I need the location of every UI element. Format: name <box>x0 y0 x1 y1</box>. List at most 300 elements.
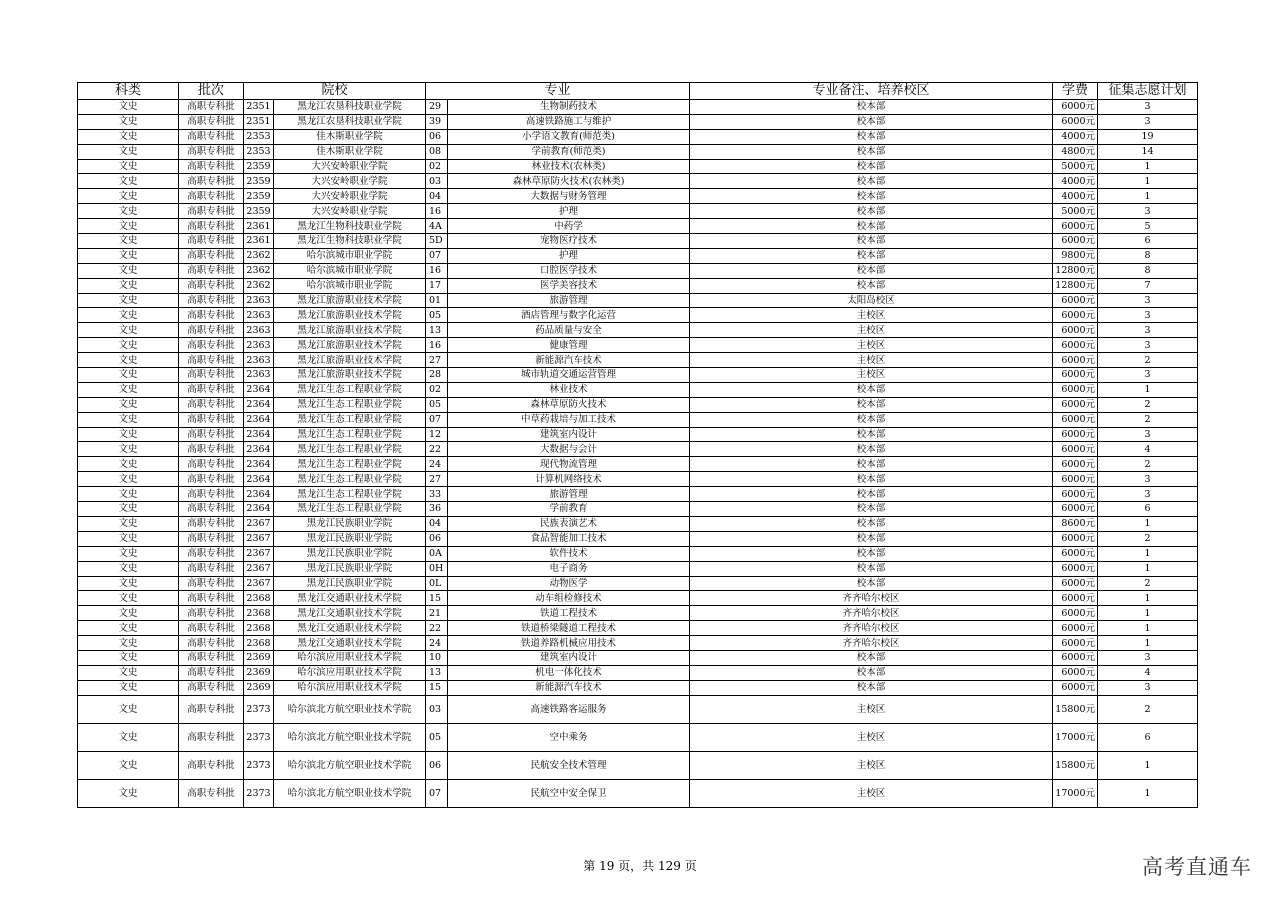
cell-major-code: 13 <box>426 323 448 338</box>
cell-major-name: 护理 <box>448 248 690 263</box>
cell-school-code: 2364 <box>244 457 274 472</box>
table-row <box>78 368 1198 383</box>
cell-tuition: 5000元 <box>1053 159 1098 174</box>
cell-campus: 校本部 <box>690 546 1053 561</box>
cell-tuition: 5000元 <box>1053 204 1098 219</box>
cell-plan: 2 <box>1098 457 1198 472</box>
cell-major-code: 10 <box>426 650 448 665</box>
cell-batch: 高职专科批 <box>179 665 244 680</box>
cell-campus: 校本部 <box>690 234 1053 249</box>
cell-school-name: 哈尔滨应用职业技术学院 <box>274 650 426 665</box>
cell-category: 文史 <box>78 397 179 412</box>
cell-tuition: 4800元 <box>1053 144 1098 159</box>
table-row <box>78 263 1198 278</box>
cell-major-name: 民航空中安全保卫 <box>448 779 690 807</box>
cell-batch: 高职专科批 <box>179 606 244 621</box>
cell-category: 文史 <box>78 695 179 723</box>
cell-category: 文史 <box>78 487 179 502</box>
cell-major-code: 06 <box>426 531 448 546</box>
cell-batch: 高职专科批 <box>179 174 244 189</box>
cell-campus: 校本部 <box>690 159 1053 174</box>
cell-campus: 主校区 <box>690 751 1053 779</box>
cell-school-name: 黑龙江交通职业技术学院 <box>274 591 426 606</box>
cell-category: 文史 <box>78 516 179 531</box>
cell-batch: 高职专科批 <box>179 723 244 751</box>
cell-school-name: 大兴安岭职业学院 <box>274 174 426 189</box>
cell-campus: 主校区 <box>690 368 1053 383</box>
cell-major-name: 计算机网络技术 <box>448 472 690 487</box>
cell-tuition: 9800元 <box>1053 248 1098 263</box>
cell-plan: 8 <box>1098 248 1198 263</box>
cell-campus: 校本部 <box>690 442 1053 457</box>
cell-plan: 4 <box>1098 665 1198 680</box>
table-row <box>78 779 1198 807</box>
cell-school-code: 2364 <box>244 412 274 427</box>
cell-plan: 3 <box>1098 472 1198 487</box>
cell-category: 文史 <box>78 308 179 323</box>
cell-school-code: 2353 <box>244 129 274 144</box>
cell-school-code: 2359 <box>244 159 274 174</box>
cell-school-code: 2373 <box>244 779 274 807</box>
cell-batch: 高职专科批 <box>179 397 244 412</box>
cell-batch: 高职专科批 <box>179 457 244 472</box>
cell-major-code: 15 <box>426 591 448 606</box>
cell-school-name: 黑龙江生态工程职业学院 <box>274 382 426 397</box>
cell-batch: 高职专科批 <box>179 650 244 665</box>
cell-category: 文史 <box>78 606 179 621</box>
cell-school-code: 2351 <box>244 114 274 129</box>
cell-batch: 高职专科批 <box>179 502 244 517</box>
cell-category: 文史 <box>78 546 179 561</box>
cell-batch: 高职专科批 <box>179 248 244 263</box>
cell-tuition: 6000元 <box>1053 546 1098 561</box>
cell-plan: 3 <box>1098 323 1198 338</box>
cell-campus: 校本部 <box>690 189 1053 204</box>
cell-major-name: 新能源汽车技术 <box>448 353 690 368</box>
cell-school-name: 黑龙江生态工程职业学院 <box>274 457 426 472</box>
cell-batch: 高职专科批 <box>179 427 244 442</box>
cell-category: 文史 <box>78 278 179 293</box>
cell-major-code: 17 <box>426 278 448 293</box>
cell-batch: 高职专科批 <box>179 636 244 651</box>
cell-plan: 1 <box>1098 561 1198 576</box>
cell-category: 文史 <box>78 174 179 189</box>
cell-campus: 齐齐哈尔校区 <box>690 636 1053 651</box>
cell-major-code: 08 <box>426 144 448 159</box>
cell-category: 文史 <box>78 382 179 397</box>
cell-plan: 3 <box>1098 487 1198 502</box>
cell-school-code: 2368 <box>244 606 274 621</box>
cell-plan: 6 <box>1098 502 1198 517</box>
cell-batch: 高职专科批 <box>179 621 244 636</box>
cell-major-code: 22 <box>426 621 448 636</box>
cell-plan: 2 <box>1098 397 1198 412</box>
cell-school-name: 黑龙江交通职业技术学院 <box>274 621 426 636</box>
cell-major-code: 0H <box>426 561 448 576</box>
table-row <box>78 114 1198 129</box>
cell-major-name: 学前教育 <box>448 502 690 517</box>
cell-major-name: 建筑室内设计 <box>448 427 690 442</box>
cell-category: 文史 <box>78 621 179 636</box>
cell-plan: 1 <box>1098 174 1198 189</box>
cell-school-code: 2364 <box>244 427 274 442</box>
cell-school-code: 2364 <box>244 487 274 502</box>
cell-category: 文史 <box>78 159 179 174</box>
cell-major-code: 22 <box>426 442 448 457</box>
cell-campus: 校本部 <box>690 472 1053 487</box>
cell-major-name: 健康管理 <box>448 338 690 353</box>
cell-school-code: 2368 <box>244 591 274 606</box>
table-row <box>78 278 1198 293</box>
cell-batch: 高职专科批 <box>179 114 244 129</box>
cell-plan: 3 <box>1098 204 1198 219</box>
cell-major-name: 酒店管理与数字化运营 <box>448 308 690 323</box>
cell-batch: 高职专科批 <box>179 751 244 779</box>
table-row <box>78 502 1198 517</box>
cell-major-code: 28 <box>426 368 448 383</box>
cell-major-code: 07 <box>426 248 448 263</box>
cell-plan: 7 <box>1098 278 1198 293</box>
cell-tuition: 8600元 <box>1053 516 1098 531</box>
cell-major-code: 4A <box>426 219 448 234</box>
cell-major-code: 05 <box>426 308 448 323</box>
cell-plan: 1 <box>1098 382 1198 397</box>
cell-campus: 校本部 <box>690 382 1053 397</box>
cell-batch: 高职专科批 <box>179 308 244 323</box>
cell-school-name: 黑龙江农垦科技职业学院 <box>274 100 426 115</box>
cell-campus: 校本部 <box>690 100 1053 115</box>
cell-category: 文史 <box>78 114 179 129</box>
cell-batch: 高职专科批 <box>179 695 244 723</box>
cell-plan: 1 <box>1098 751 1198 779</box>
cell-major-code: 29 <box>426 100 448 115</box>
cell-plan: 3 <box>1098 680 1198 695</box>
cell-plan: 3 <box>1098 338 1198 353</box>
cell-major-name: 林业技术 <box>448 382 690 397</box>
cell-batch: 高职专科批 <box>179 561 244 576</box>
header-batch: 批次 <box>179 83 244 100</box>
cell-major-code: 06 <box>426 129 448 144</box>
cell-tuition: 6000元 <box>1053 323 1098 338</box>
cell-campus: 主校区 <box>690 723 1053 751</box>
cell-plan: 2 <box>1098 353 1198 368</box>
table-row <box>78 427 1198 442</box>
cell-batch: 高职专科批 <box>179 591 244 606</box>
table-row <box>78 650 1198 665</box>
cell-campus: 校本部 <box>690 531 1053 546</box>
cell-category: 文史 <box>78 263 179 278</box>
cell-major-name: 铁道工程技术 <box>448 606 690 621</box>
cell-category: 文史 <box>78 442 179 457</box>
cell-major-name: 民航安全技术管理 <box>448 751 690 779</box>
cell-major-name: 软件技术 <box>448 546 690 561</box>
cell-school-name: 哈尔滨城市职业学院 <box>274 263 426 278</box>
watermark: 高考直通车 <box>1142 855 1252 879</box>
cell-batch: 高职专科批 <box>179 531 244 546</box>
cell-school-code: 2364 <box>244 382 274 397</box>
cell-batch: 高职专科批 <box>179 472 244 487</box>
cell-tuition: 6000元 <box>1053 606 1098 621</box>
cell-tuition: 6000元 <box>1053 338 1098 353</box>
cell-major-code: 5D <box>426 234 448 249</box>
table-row <box>78 308 1198 323</box>
cell-plan: 1 <box>1098 606 1198 621</box>
table-row <box>78 606 1198 621</box>
cell-category: 文史 <box>78 234 179 249</box>
cell-category: 文史 <box>78 248 179 263</box>
cell-major-code: 02 <box>426 159 448 174</box>
cell-batch: 高职专科批 <box>179 338 244 353</box>
cell-tuition: 6000元 <box>1053 636 1098 651</box>
cell-school-name: 黑龙江民族职业学院 <box>274 516 426 531</box>
cell-batch: 高职专科批 <box>179 442 244 457</box>
cell-tuition: 6000元 <box>1053 680 1098 695</box>
cell-campus: 主校区 <box>690 308 1053 323</box>
cell-school-name: 佳木斯职业学院 <box>274 129 426 144</box>
cell-major-name: 小学语文教育(师范类) <box>448 129 690 144</box>
cell-school-name: 黑龙江生态工程职业学院 <box>274 472 426 487</box>
cell-school-code: 2373 <box>244 723 274 751</box>
cell-major-name: 空中乘务 <box>448 723 690 751</box>
cell-plan: 4 <box>1098 442 1198 457</box>
cell-category: 文史 <box>78 129 179 144</box>
cell-batch: 高职专科批 <box>179 779 244 807</box>
cell-category: 文史 <box>78 189 179 204</box>
cell-batch: 高职专科批 <box>179 129 244 144</box>
cell-plan: 1 <box>1098 189 1198 204</box>
cell-school-name: 哈尔滨应用职业技术学院 <box>274 665 426 680</box>
cell-category: 文史 <box>78 412 179 427</box>
cell-batch: 高职专科批 <box>179 323 244 338</box>
table-row <box>78 159 1198 174</box>
cell-major-code: 39 <box>426 114 448 129</box>
cell-batch: 高职专科批 <box>179 412 244 427</box>
cell-school-code: 2367 <box>244 516 274 531</box>
cell-plan: 3 <box>1098 650 1198 665</box>
cell-plan: 2 <box>1098 531 1198 546</box>
cell-school-code: 2361 <box>244 234 274 249</box>
cell-campus: 校本部 <box>690 278 1053 293</box>
cell-major-name: 高速铁路施工与维护 <box>448 114 690 129</box>
table-row <box>78 472 1198 487</box>
cell-school-code: 2368 <box>244 621 274 636</box>
cell-plan: 3 <box>1098 368 1198 383</box>
cell-tuition: 15800元 <box>1053 695 1098 723</box>
table-row <box>78 665 1198 680</box>
cell-major-code: 04 <box>426 516 448 531</box>
cell-major-code: 07 <box>426 412 448 427</box>
cell-school-code: 2363 <box>244 353 274 368</box>
cell-tuition: 6000元 <box>1053 621 1098 636</box>
cell-campus: 齐齐哈尔校区 <box>690 591 1053 606</box>
cell-plan: 3 <box>1098 114 1198 129</box>
cell-plan: 6 <box>1098 723 1198 751</box>
cell-major-code: 27 <box>426 472 448 487</box>
cell-school-code: 2363 <box>244 293 274 308</box>
cell-major-name: 森林草原防火技术(农林类) <box>448 174 690 189</box>
cell-batch: 高职专科批 <box>179 680 244 695</box>
table-row <box>78 189 1198 204</box>
cell-category: 文史 <box>78 650 179 665</box>
cell-category: 文史 <box>78 576 179 591</box>
table-row <box>78 382 1198 397</box>
table-row <box>78 353 1198 368</box>
cell-major-name: 旅游管理 <box>448 293 690 308</box>
cell-campus: 校本部 <box>690 412 1053 427</box>
cell-batch: 高职专科批 <box>179 204 244 219</box>
cell-plan: 3 <box>1098 308 1198 323</box>
cell-school-code: 2351 <box>244 100 274 115</box>
table-row <box>78 442 1198 457</box>
cell-school-code: 2363 <box>244 368 274 383</box>
header-major: 专业 <box>426 83 690 100</box>
table-row <box>78 234 1198 249</box>
cell-major-code: 05 <box>426 397 448 412</box>
cell-category: 文史 <box>78 427 179 442</box>
cell-major-name: 城市轨道交通运营管理 <box>448 368 690 383</box>
cell-campus: 校本部 <box>690 487 1053 502</box>
cell-batch: 高职专科批 <box>179 382 244 397</box>
cell-category: 文史 <box>78 723 179 751</box>
cell-major-code: 03 <box>426 174 448 189</box>
cell-major-code: 33 <box>426 487 448 502</box>
cell-school-name: 哈尔滨城市职业学院 <box>274 278 426 293</box>
cell-school-code: 2373 <box>244 751 274 779</box>
cell-campus: 校本部 <box>690 204 1053 219</box>
cell-campus: 校本部 <box>690 397 1053 412</box>
cell-major-name: 民族表演艺术 <box>448 516 690 531</box>
cell-school-code: 2373 <box>244 695 274 723</box>
cell-batch: 高职专科批 <box>179 368 244 383</box>
cell-campus: 校本部 <box>690 263 1053 278</box>
cell-major-code: 16 <box>426 263 448 278</box>
cell-plan: 6 <box>1098 234 1198 249</box>
cell-major-name: 旅游管理 <box>448 487 690 502</box>
table-row <box>78 487 1198 502</box>
header-school: 院校 <box>244 83 426 100</box>
header-tuition: 学费 <box>1053 83 1098 100</box>
cell-campus: 主校区 <box>690 779 1053 807</box>
cell-tuition: 6000元 <box>1053 234 1098 249</box>
cell-school-code: 2359 <box>244 174 274 189</box>
cell-school-code: 2369 <box>244 650 274 665</box>
cell-campus: 校本部 <box>690 576 1053 591</box>
cell-school-name: 黑龙江生态工程职业学院 <box>274 427 426 442</box>
cell-tuition: 6000元 <box>1053 382 1098 397</box>
cell-category: 文史 <box>78 353 179 368</box>
cell-school-code: 2369 <box>244 680 274 695</box>
cell-campus: 校本部 <box>690 174 1053 189</box>
table-row <box>78 144 1198 159</box>
table-row <box>78 621 1198 636</box>
cell-school-code: 2364 <box>244 442 274 457</box>
cell-plan: 5 <box>1098 219 1198 234</box>
cell-category: 文史 <box>78 751 179 779</box>
cell-tuition: 6000元 <box>1053 353 1098 368</box>
cell-campus: 齐齐哈尔校区 <box>690 606 1053 621</box>
cell-tuition: 17000元 <box>1053 779 1098 807</box>
table-row <box>78 129 1198 144</box>
cell-category: 文史 <box>78 502 179 517</box>
cell-tuition: 6000元 <box>1053 472 1098 487</box>
cell-tuition: 6000元 <box>1053 457 1098 472</box>
cell-major-name: 食品智能加工技术 <box>448 531 690 546</box>
cell-major-code: 21 <box>426 606 448 621</box>
cell-major-name: 铁道养路机械应用技术 <box>448 636 690 651</box>
cell-plan: 1 <box>1098 636 1198 651</box>
cell-major-name: 动物医学 <box>448 576 690 591</box>
cell-tuition: 6000元 <box>1053 442 1098 457</box>
cell-batch: 高职专科批 <box>179 353 244 368</box>
cell-category: 文史 <box>78 368 179 383</box>
cell-major-name: 现代物流管理 <box>448 457 690 472</box>
cell-school-name: 大兴安岭职业学院 <box>274 204 426 219</box>
table-row <box>78 338 1198 353</box>
cell-plan: 2 <box>1098 576 1198 591</box>
cell-school-name: 黑龙江农垦科技职业学院 <box>274 114 426 129</box>
cell-campus: 校本部 <box>690 650 1053 665</box>
cell-tuition: 12800元 <box>1053 263 1098 278</box>
cell-school-name: 大兴安岭职业学院 <box>274 189 426 204</box>
cell-batch: 高职专科批 <box>179 576 244 591</box>
cell-campus: 主校区 <box>690 353 1053 368</box>
cell-school-code: 2361 <box>244 219 274 234</box>
cell-plan: 1 <box>1098 591 1198 606</box>
cell-school-name: 哈尔滨北方航空职业技术学院 <box>274 779 426 807</box>
cell-major-code: 13 <box>426 665 448 680</box>
cell-tuition: 4000元 <box>1053 174 1098 189</box>
cell-school-name: 黑龙江旅游职业技术学院 <box>274 353 426 368</box>
table-row <box>78 531 1198 546</box>
cell-tuition: 12800元 <box>1053 278 1098 293</box>
cell-plan: 8 <box>1098 263 1198 278</box>
cell-major-name: 动车组检修技术 <box>448 591 690 606</box>
cell-major-name: 宠物医疗技术 <box>448 234 690 249</box>
cell-batch: 高职专科批 <box>179 100 244 115</box>
table-row <box>78 204 1198 219</box>
cell-major-name: 大数据与财务管理 <box>448 189 690 204</box>
cell-major-code: 07 <box>426 779 448 807</box>
cell-major-name: 铁道桥梁隧道工程技术 <box>448 621 690 636</box>
cell-plan: 19 <box>1098 129 1198 144</box>
cell-tuition: 6000元 <box>1053 368 1098 383</box>
cell-batch: 高职专科批 <box>179 219 244 234</box>
table-row <box>78 546 1198 561</box>
table-row <box>78 723 1198 751</box>
table-row <box>78 695 1198 723</box>
cell-major-code: 12 <box>426 427 448 442</box>
cell-school-name: 哈尔滨城市职业学院 <box>274 248 426 263</box>
cell-plan: 2 <box>1098 412 1198 427</box>
cell-major-code: 03 <box>426 695 448 723</box>
cell-school-code: 2367 <box>244 531 274 546</box>
cell-school-code: 2364 <box>244 472 274 487</box>
cell-batch: 高职专科批 <box>179 487 244 502</box>
cell-tuition: 6000元 <box>1053 308 1098 323</box>
cell-batch: 高职专科批 <box>179 144 244 159</box>
cell-tuition: 6000元 <box>1053 219 1098 234</box>
cell-tuition: 6000元 <box>1053 531 1098 546</box>
cell-major-name: 大数据与会计 <box>448 442 690 457</box>
table-row <box>78 636 1198 651</box>
cell-campus: 太阳岛校区 <box>690 293 1053 308</box>
cell-major-name: 护理 <box>448 204 690 219</box>
cell-major-code: 01 <box>426 293 448 308</box>
cell-school-name: 黑龙江生物科技职业学院 <box>274 219 426 234</box>
cell-campus: 主校区 <box>690 338 1053 353</box>
cell-batch: 高职专科批 <box>179 278 244 293</box>
cell-campus: 校本部 <box>690 680 1053 695</box>
